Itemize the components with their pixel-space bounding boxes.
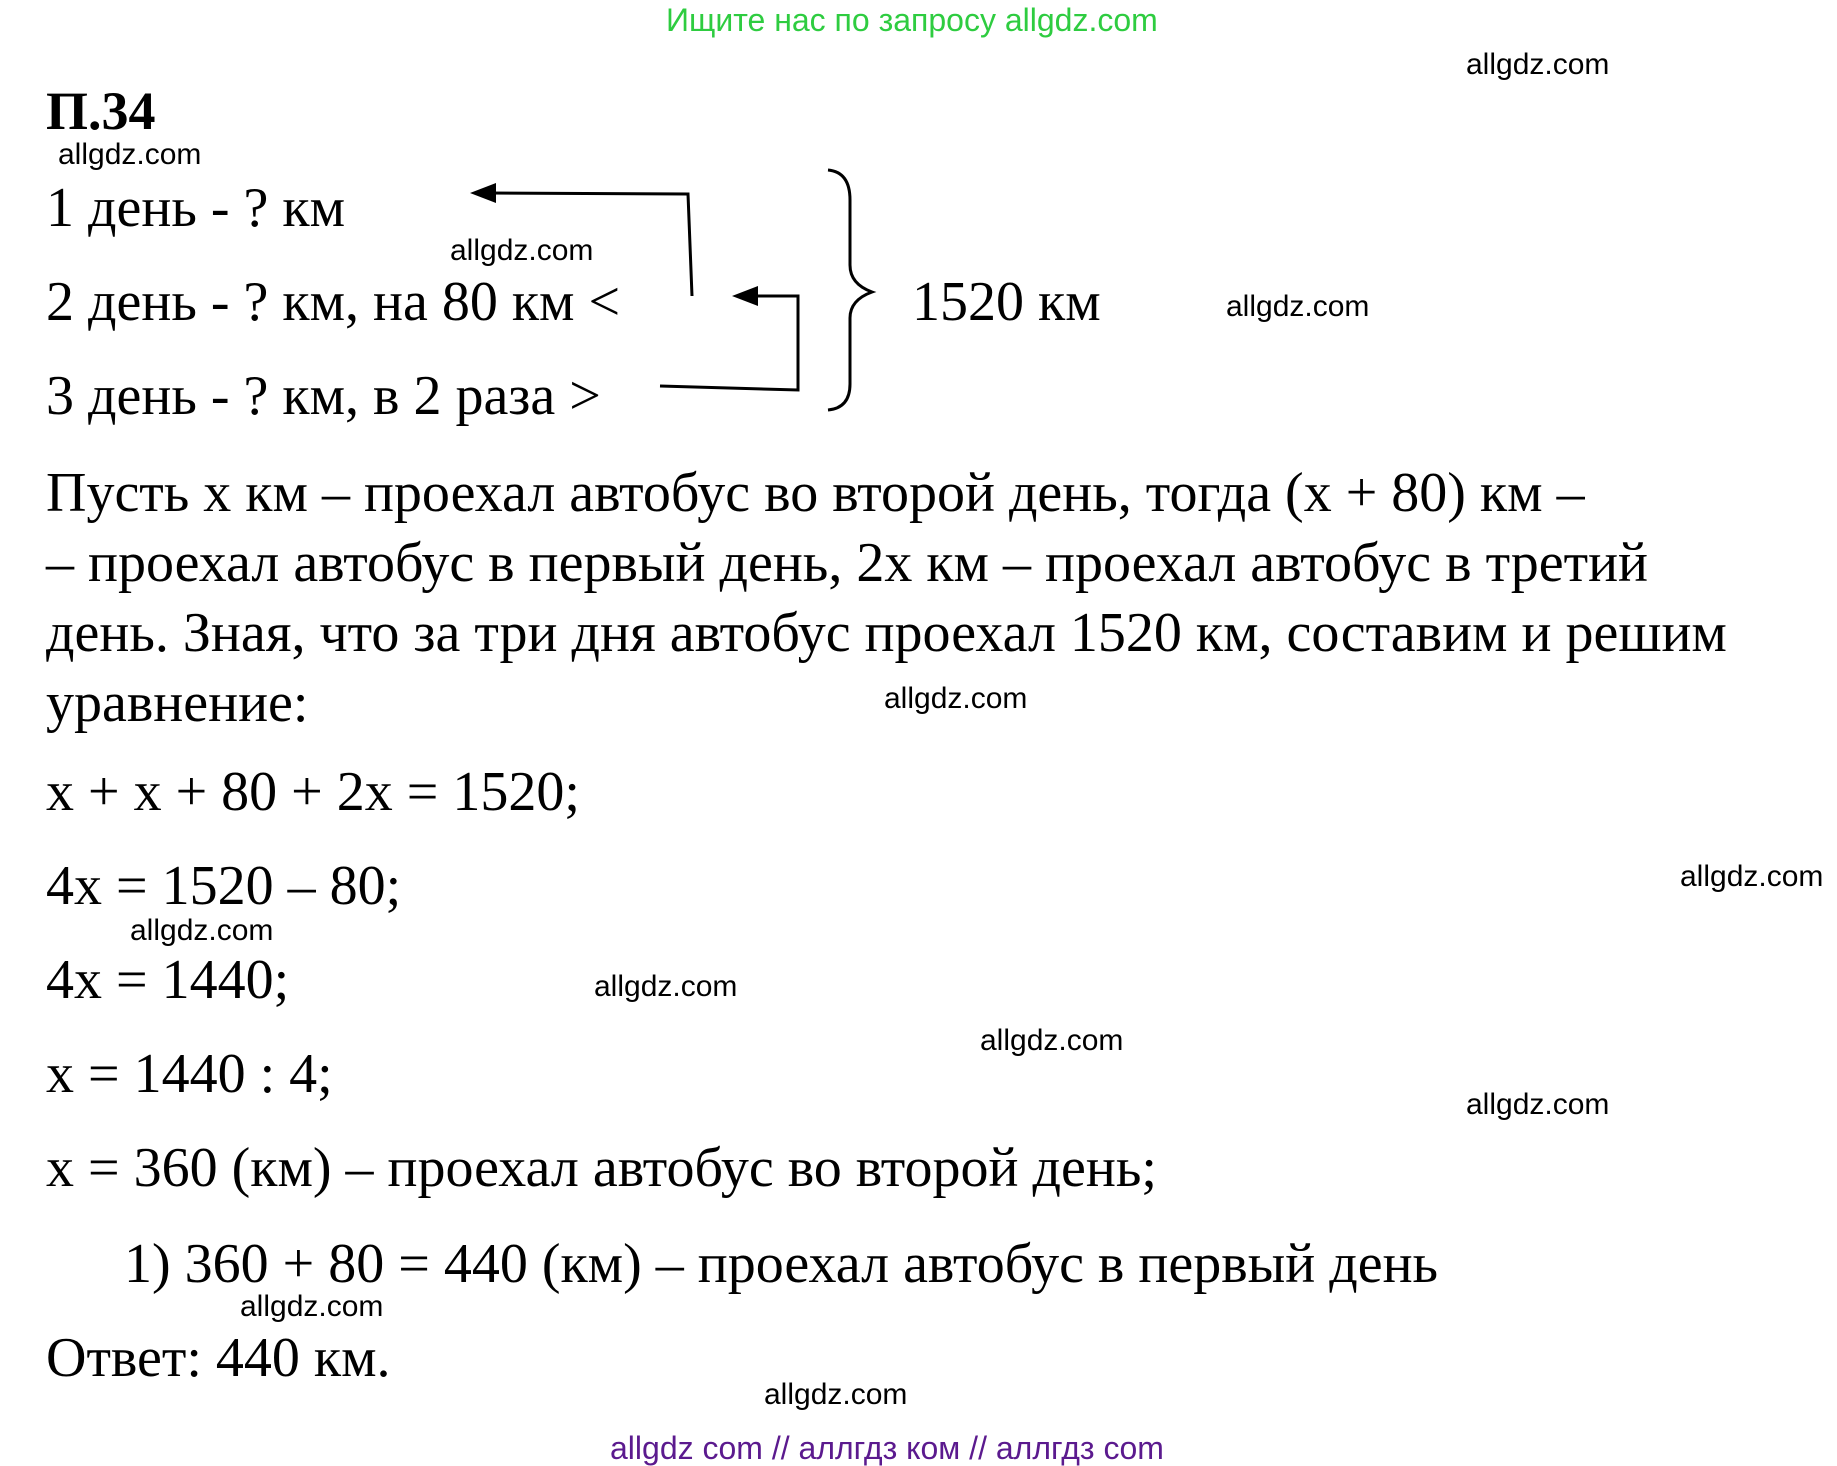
watermark: allgdz.com xyxy=(450,234,594,267)
watermark: allgdz.com xyxy=(594,970,738,1003)
watermark: allgdz.com xyxy=(130,914,274,947)
equation-1: х + х + 80 + 2х = 1520; xyxy=(46,761,580,823)
condition-day2: 2 день - ? км, на 80 км < xyxy=(46,271,621,333)
bottom-banner[interactable]: allgdz com // аллгдз ком // аллгдз com xyxy=(610,1430,1164,1466)
watermark: allgdz.com xyxy=(764,1378,908,1411)
equation-2: 4х = 1520 – 80; xyxy=(46,855,402,917)
watermark: allgdz.com xyxy=(1466,48,1610,81)
equation-5: х = 360 (км) – проехал автобус во второй день; xyxy=(46,1137,1157,1199)
watermark: allgdz.com xyxy=(980,1024,1124,1057)
solution-line: Пусть х км – проехал автобус во второй день, тогда (х + 80) км – xyxy=(46,462,1585,524)
step-1: 1) 360 + 80 = 440 (км) – проехал автобус в первый день xyxy=(124,1233,1439,1295)
watermark: allgdz.com xyxy=(1226,290,1370,323)
condition-day1: 1 день - ? км xyxy=(46,177,346,239)
solution-line: уравнение: xyxy=(46,672,309,734)
equation-3: 4х = 1440; xyxy=(46,949,290,1011)
top-banner[interactable]: Ищите нас по запросу allgdz.com xyxy=(666,2,1158,38)
curly-brace xyxy=(828,170,872,410)
equation-4: х = 1440 : 4; xyxy=(46,1043,333,1105)
solution-line: – проехал автобус в первый день, 2х км – проехал автобус в третий xyxy=(46,532,1649,594)
condition-day3: 3 день - ? км, в 2 раза > xyxy=(46,365,601,427)
solution-line: день. Зная, что за три дня автобус проехал 1520 км, составим и решим xyxy=(46,602,1727,664)
watermark: allgdz.com xyxy=(240,1290,384,1323)
condition-total: 1520 км xyxy=(912,271,1101,333)
arrow-day3-to-day2 xyxy=(660,286,798,390)
watermark: allgdz.com xyxy=(1466,1088,1610,1121)
answer: Ответ: 440 км. xyxy=(46,1327,391,1389)
watermark: allgdz.com xyxy=(884,682,1028,715)
watermark: allgdz.com xyxy=(1680,860,1824,893)
problem-title: П.34 xyxy=(46,81,156,141)
watermark: allgdz.com xyxy=(58,138,202,171)
